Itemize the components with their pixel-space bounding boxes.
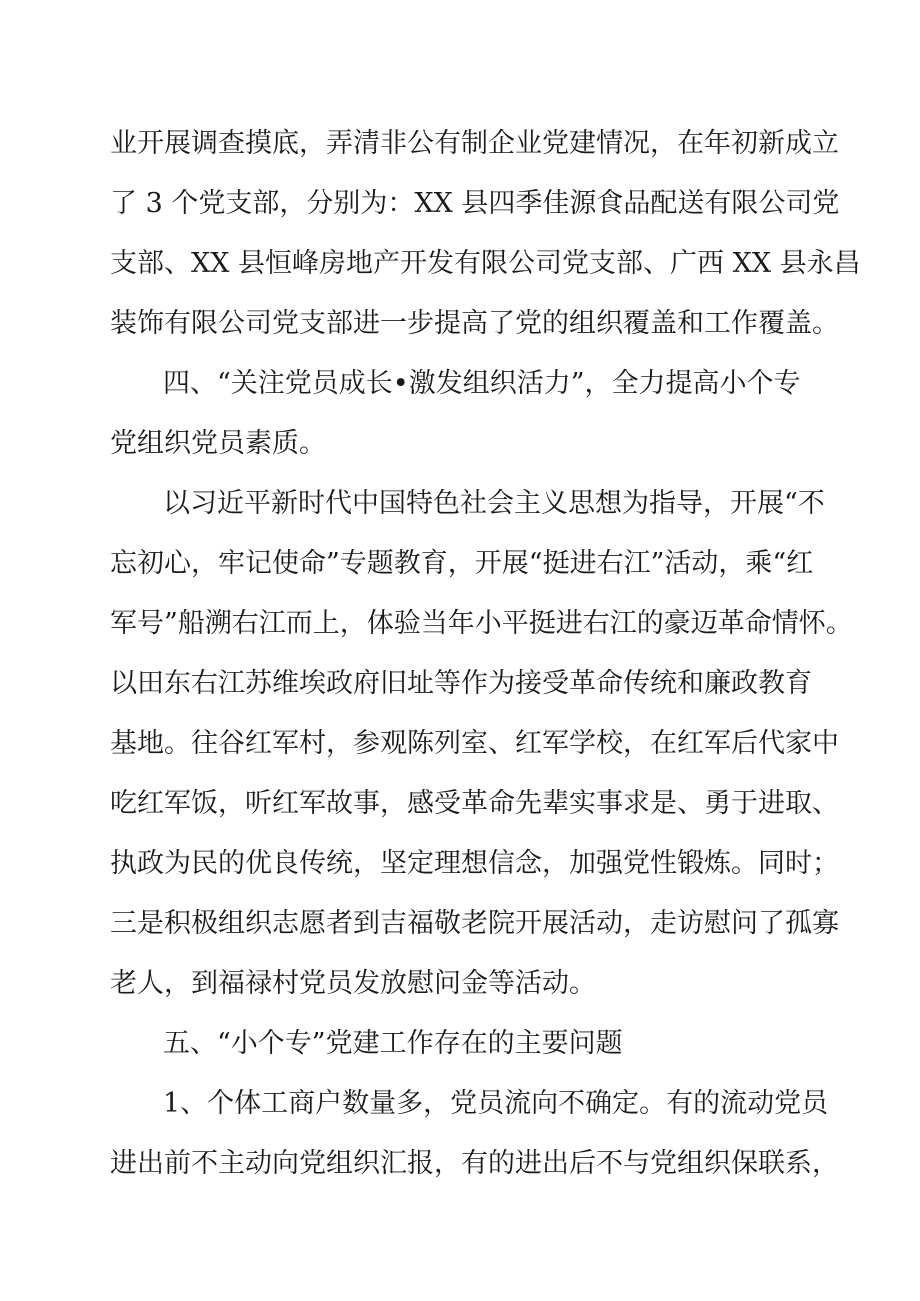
text-line: 支部、XX 县恒峰房地产开发有限公司党支部、广西 XX 县永昌 (110, 248, 861, 279)
text-line: 业开展调查摸底，弄清非公有制企业党建情况，在年初新成立 (110, 128, 839, 159)
section-heading: 五、“小个专”党建工作存在的主要问题 (163, 1028, 623, 1059)
text-line: 装饰有限公司党支部进一步提高了党的组织覆盖和工作覆盖。 (110, 308, 839, 339)
text-line: 基地。往谷红军村，参观陈列室、红军学校，在红军后代家中 (110, 728, 839, 759)
text-line: 老人，到福禄村党员发放慰问金等活动。 (110, 968, 596, 999)
text-line: 进出前不主动向党组织汇报，有的进出后不与党组织保联系， (110, 1148, 839, 1179)
text-line: 了 3 个党支部，分别为：XX 县四季佳源食品配送有限公司党 (110, 188, 840, 219)
section-heading-cont: 党组织党员素质。 (110, 428, 326, 459)
text-line: 军号”船溯右江而上，体验当年小平挺进右江的豪迈革命情怀。 (110, 608, 853, 639)
section-heading: 四、“关注党员成长•激发组织活力”，全力提高小个专 (163, 368, 801, 399)
text-line: 执政为民的优良传统，坚定理想信念，加强党性锻炼。同时； (110, 848, 839, 879)
text-line: 以田东右江苏维埃政府旧址等作为接受革命传统和廉政教育 (110, 668, 812, 699)
text-line: 忘初心，牢记使命”专题教育，开展“挺进右江”活动，乘“红 (110, 548, 814, 579)
paragraph-start: 1、个体工商户数量多，党员流向不确定。有的流动党员 (163, 1088, 829, 1119)
paragraph-start: 以习近平新时代中国特色社会主义思想为指导，开展“不 (163, 488, 825, 519)
text-line: 吃红军饭，听红军故事，感受革命先辈实事求是、勇于进取、 (110, 788, 839, 819)
text-line: 三是积极组织志愿者到吉福敬老院开展活动，走访慰问了孤寡 (110, 908, 839, 939)
